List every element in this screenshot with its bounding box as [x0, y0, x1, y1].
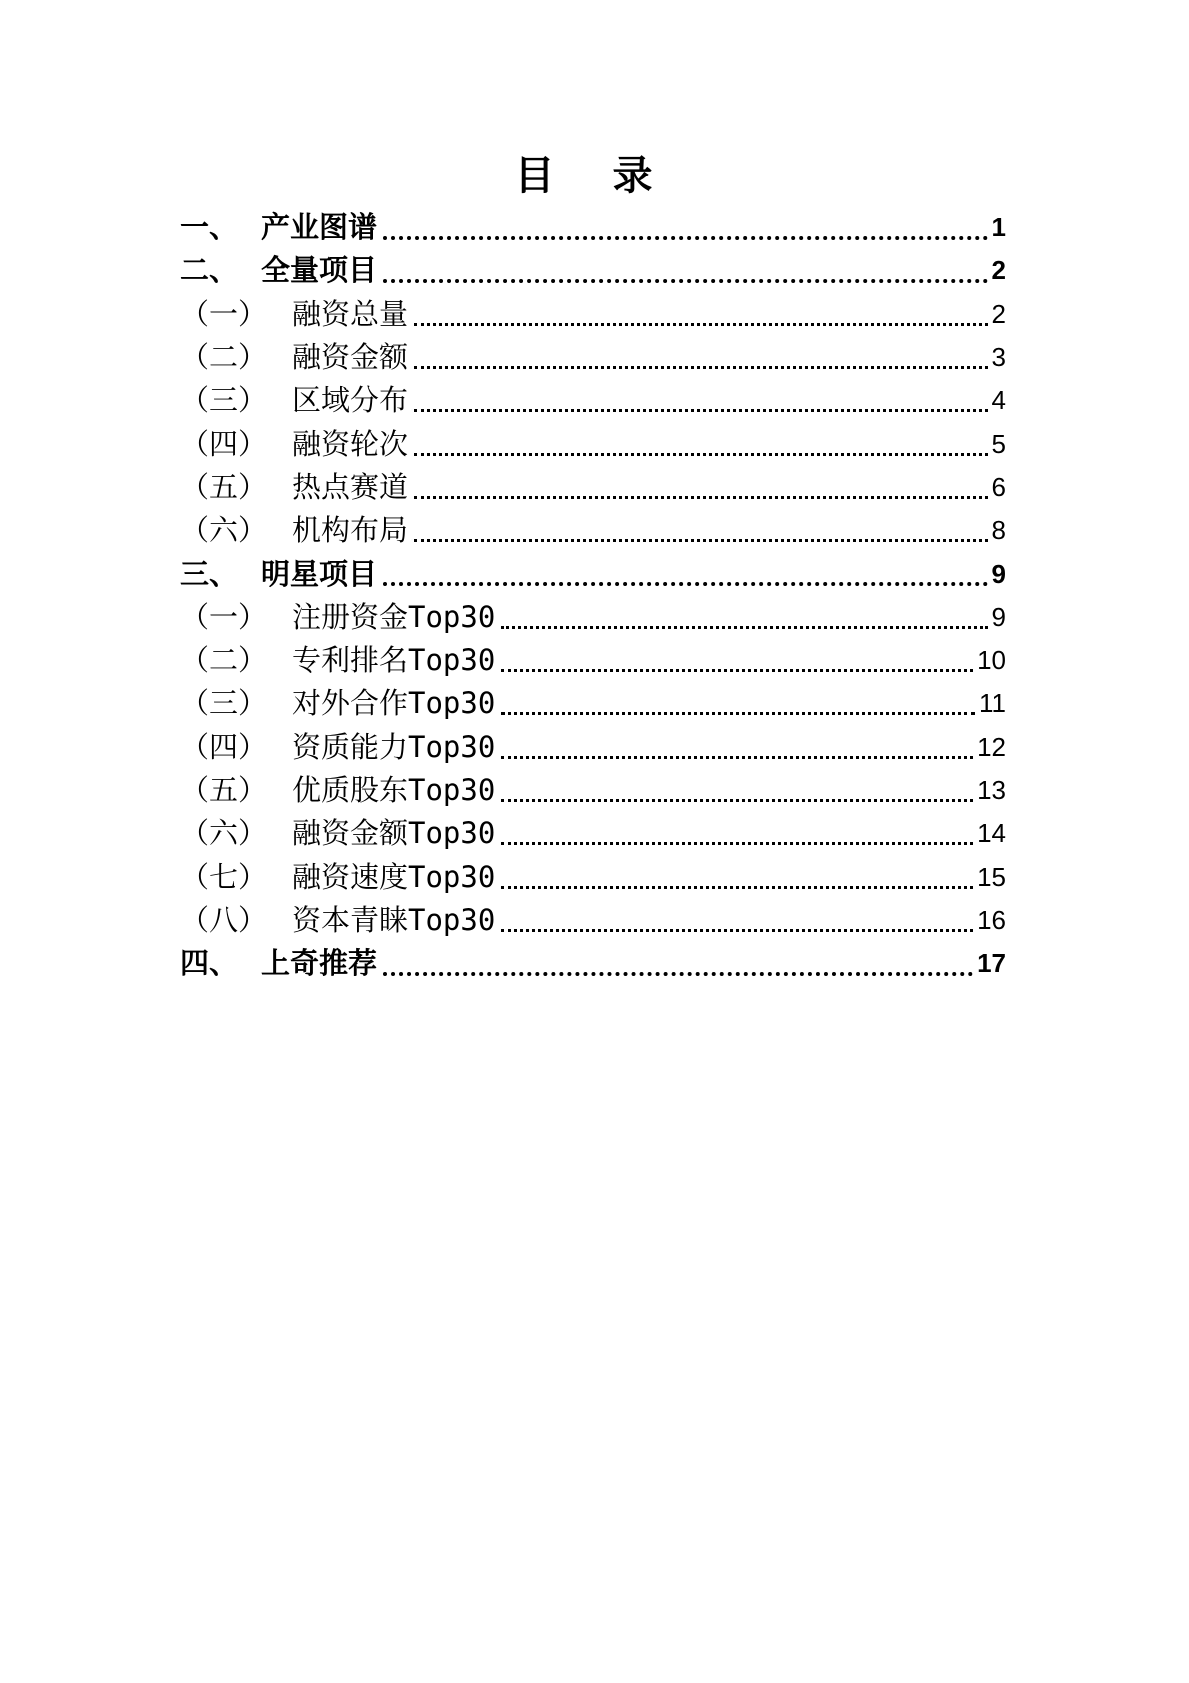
toc-entry[interactable]: [180, 509, 1006, 552]
toc-entry[interactable]: [180, 726, 1006, 769]
toc-entry-page-number: 2: [991, 255, 1006, 286]
toc-entry-page-number: 16: [977, 904, 1006, 935]
toc-entry[interactable]: [180, 552, 1006, 595]
toc-dot-leader: [383, 236, 988, 240]
toc-entry[interactable]: [180, 466, 1006, 509]
toc-dot-leader: [383, 582, 988, 586]
toc-entry-title: 明星项目: [261, 556, 378, 591]
toc-dot-leader: [501, 929, 973, 932]
toc-entry-number: 二、: [180, 253, 239, 288]
toc-entry-number: （四）: [180, 426, 268, 461]
toc-entry-title: 注册资金Top30: [292, 599, 496, 634]
toc-entry-page-number: 8: [991, 515, 1006, 546]
toc-entry-page-number: 13: [977, 775, 1006, 805]
toc-entry-title: 热点赛道: [292, 469, 409, 504]
toc-entry-number: （六）: [180, 513, 268, 548]
toc-entry[interactable]: [180, 206, 1006, 249]
toc-entry-title: 区域分布: [292, 383, 409, 418]
toc-dot-leader: [414, 323, 988, 326]
toc-entry[interactable]: [180, 899, 1006, 942]
toc-dot-leader: [501, 712, 975, 715]
toc-entry-page-number: 1: [991, 212, 1006, 243]
toc-list: [180, 206, 1006, 985]
toc-dot-leader: [383, 279, 988, 283]
toc-entry-number: （二）: [180, 643, 268, 678]
toc-dot-leader: [501, 842, 973, 845]
toc-entry[interactable]: [180, 596, 1006, 639]
toc-entry-title: 专利排名Top30: [292, 643, 496, 678]
toc-dot-leader: [501, 669, 973, 672]
toc-entry-page-number: 10: [977, 645, 1006, 676]
toc-dot-leader: [501, 626, 987, 629]
toc-dot-leader: [414, 539, 988, 542]
toc-entry-title: 资质能力Top30: [292, 729, 496, 764]
toc-title: 目 录: [514, 153, 675, 199]
toc-entry-title: 机构布局: [292, 513, 409, 548]
toc-entry-page-number: 15: [977, 861, 1006, 892]
toc-entry-title: 融资金额Top30: [292, 816, 496, 851]
toc-entry[interactable]: [180, 769, 1006, 812]
toc-entry-number: （六）: [180, 816, 268, 851]
toc-entry-page-number: 17: [977, 948, 1006, 979]
toc-entry[interactable]: [180, 855, 1006, 898]
toc-entry[interactable]: [180, 293, 1006, 336]
toc-entry-page-number: 12: [977, 731, 1006, 762]
toc-entry[interactable]: [180, 249, 1006, 292]
toc-entry[interactable]: [180, 379, 1006, 422]
toc-entry-title: 上奇推荐: [261, 946, 378, 981]
toc-entry-page-number: 3: [991, 342, 1006, 373]
toc-entry-page-number: 2: [991, 298, 1006, 329]
toc-entry-title: 融资轮次: [292, 426, 409, 461]
toc-dot-leader: [501, 756, 973, 759]
toc-entry-title: 融资速度Top30: [292, 859, 496, 894]
toc-entry-number: （三）: [180, 383, 268, 418]
toc-entry-number: （五）: [180, 469, 268, 504]
toc-entry-number: （二）: [180, 340, 268, 375]
toc-entry-page-number: 9: [991, 601, 1006, 632]
toc-dot-leader: [414, 409, 988, 412]
toc-entry-number: （四）: [180, 729, 268, 764]
toc-entry-page-number: 6: [991, 471, 1006, 502]
toc-entry[interactable]: [180, 942, 1006, 985]
toc-entry-title: 对外合作Top30: [292, 686, 496, 721]
toc-entry-title: 优质股东Top30: [292, 773, 496, 807]
toc-entry-number: （八）: [180, 902, 268, 937]
toc-dot-leader: [501, 886, 973, 889]
toc-dot-leader: [383, 972, 973, 976]
toc-entry[interactable]: [180, 812, 1006, 855]
toc-entry-page-number: 14: [977, 818, 1006, 849]
toc-dot-leader: [414, 496, 988, 499]
toc-entry[interactable]: [180, 336, 1006, 379]
toc-entry[interactable]: [180, 682, 1006, 725]
toc-dot-leader: [501, 799, 973, 802]
toc-entry-page-number: 9: [991, 558, 1006, 589]
toc-entry-number: （一）: [180, 296, 268, 331]
toc-entry-number: （五）: [180, 773, 268, 807]
toc-entry-number: （一）: [180, 599, 268, 634]
toc-dot-leader: [414, 366, 988, 369]
toc-entry-number: （七）: [180, 859, 268, 894]
toc-entry-page-number: 11: [979, 688, 1006, 719]
toc-entry-title: 全量项目: [261, 253, 378, 288]
toc-entry[interactable]: [180, 422, 1006, 465]
toc-entry-page-number: 4: [991, 385, 1006, 416]
toc-entry[interactable]: [180, 639, 1006, 682]
toc-entry-title: 融资总量: [292, 296, 409, 331]
toc-entry-number: 四、: [180, 946, 239, 981]
toc-entry-page-number: 5: [991, 428, 1006, 459]
toc-entry-number: （三）: [180, 686, 268, 721]
toc-entry-title: 资本青睐Top30: [292, 902, 496, 937]
toc-entry-title: 产业图谱: [261, 210, 378, 245]
toc-entry-title: 融资金额: [292, 340, 409, 375]
toc-entry-number: 一、: [180, 210, 239, 245]
toc-dot-leader: [414, 453, 988, 456]
toc-entry-number: 三、: [180, 556, 239, 591]
